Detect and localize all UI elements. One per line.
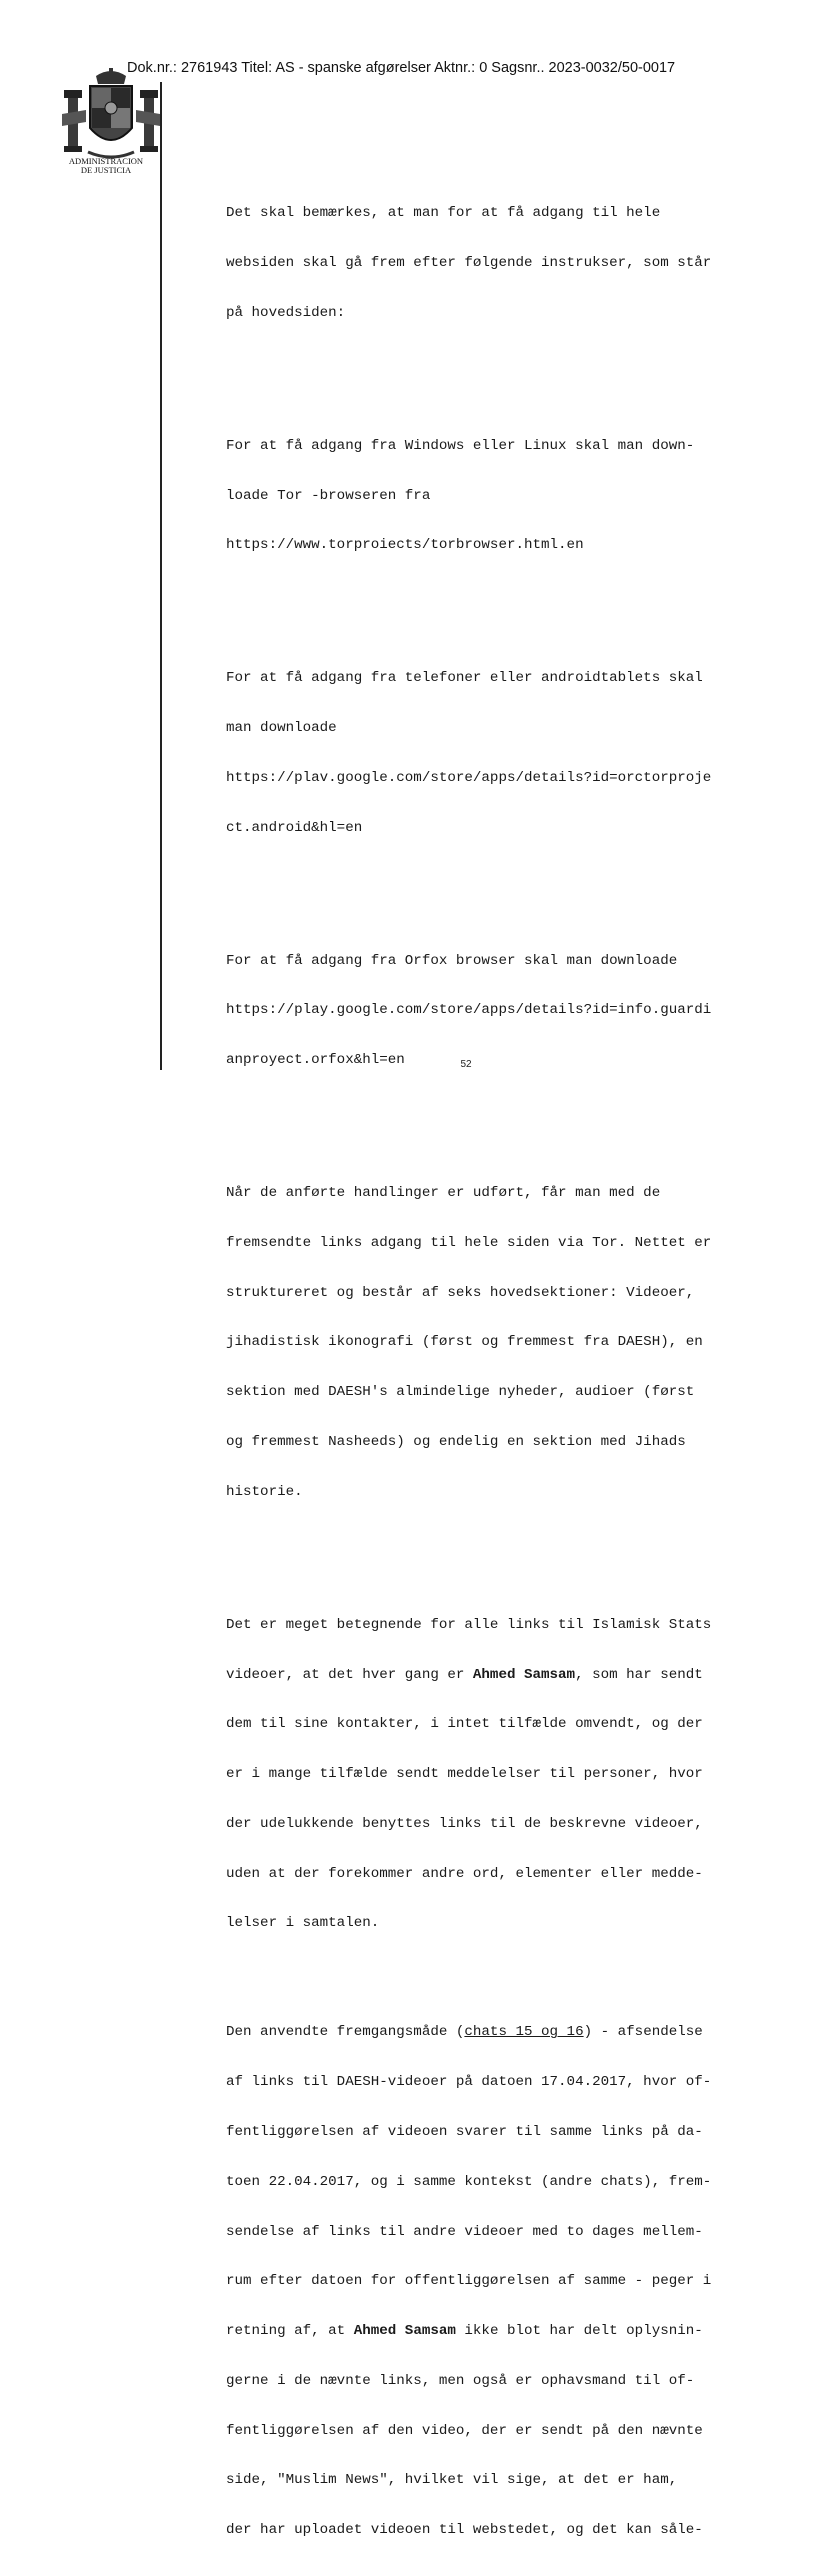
text-line: fremsendte links adgang til hele siden via Tor. Nettet er [226, 1234, 712, 1251]
text-line: jihadistisk ikonografi (først og fremmest fra DAESH), en [226, 1334, 703, 1351]
text-line: lelser i samtalen. [226, 1915, 380, 1932]
url-text: https://plav.google.com/store/apps/details?id=orctorproje [226, 769, 712, 786]
text-line: For at få adgang fra Windows eller Linux skal man down- [226, 437, 695, 454]
text-line: man downloade [226, 720, 337, 737]
text-span: retning af, at [226, 2323, 354, 2340]
text-line: sektion med DAESH's almindelige nyheder, audioer (først [226, 1384, 695, 1401]
url-text: anproyect.orfox&hl=en [226, 1052, 405, 1069]
institution-label [56, 157, 156, 175]
text-line: rum efter datoen for offentliggørelsen af samme - peger i [226, 2273, 712, 2290]
text-line: side, "Muslim News", hvilket vil sige, at det er ham, [226, 2472, 678, 2489]
text-line [226, 1667, 756, 1684]
text-line: Når de anførte handlinger er udført, får man med de [226, 1185, 661, 1202]
text-line: For at få adgang fra telefoner eller androidtablets skal [226, 670, 703, 687]
text-span: ) - afsendelse [583, 2024, 703, 2041]
text-line: toen 22.04.2017, og i samme kontekst (andre chats), frem- [226, 2173, 712, 2190]
institution-label-line: ADMINISTRACION [68, 156, 144, 166]
text-line: sendelse af links til andre videoer med to dages mellem- [226, 2223, 703, 2240]
margin-rule [160, 82, 162, 1070]
text-line: af links til DAESH-videoer på datoen 17.04.2017, hvor of- [226, 2074, 712, 2091]
text-line: Det skal bemærkes, at man for at få adgang til hele [226, 205, 661, 222]
paragraph [226, 919, 756, 1102]
bold-name: Ahmed Samsam [353, 2323, 456, 2340]
url-text: ct.android&hl=en [226, 819, 363, 836]
text-line: struktureret og består af seks hovedsektioner: Videoer, [226, 1284, 695, 1301]
text-span: Den anvendte fremgangsmåde ( [226, 2024, 465, 2041]
text-span: ikke blot har delt oplysnin- [455, 2323, 703, 2340]
text-line: fentliggørelsen af videoen svarer til samme links på da- [226, 2123, 703, 2140]
paragraph [226, 637, 756, 869]
text-line: For at få adgang fra Orfox browser skal man downloade [226, 952, 678, 969]
institution-label-line: DE JUSTICIA [80, 165, 132, 175]
text-line: gerne i de nævnte links, men også er ophavsmand til of- [226, 2372, 695, 2389]
text-line [226, 2323, 756, 2340]
text-span: , som har sendt [575, 1666, 703, 1683]
text-line: der udelukkende benyttes links til de beskrevne videoer, [226, 1815, 703, 1832]
paragraph [226, 1152, 756, 1534]
underlined-reference: chats 15 og 16 [464, 2024, 584, 2041]
text-line: Det er meget betegnende for alle links til Islamisk Stats [226, 1616, 712, 1633]
text-line: loade Tor -browseren fra [226, 487, 431, 504]
page-number: 52 [460, 1059, 472, 1070]
url-text: https://www.torproiects/torbrowser.html.en [226, 537, 584, 554]
text-line: websiden skal gå frem efter følgende instrukser, som står [226, 254, 712, 271]
text-line: der har uploadet videoen til webstedet, og det kan såle- [226, 2522, 703, 2539]
text-span: videoer, at det hver gang er [226, 1666, 473, 1683]
document-header: Dok.nr.: 2761943 Titel: AS - spanske afgørelser Aktnr.: 0 Sagsnr.. 2023-0032/50-0017 [127, 60, 676, 76]
document-body [226, 172, 756, 2572]
text-line: dem til sine kontakter, i intet tilfælde omvendt, og der [226, 1716, 703, 1733]
text-line [226, 2024, 756, 2041]
text-line: uden at der forekommer andre ord, elementer eller medde- [226, 1865, 703, 1882]
paragraph [226, 405, 756, 588]
text-line: på hovedsiden: [226, 304, 346, 321]
text-line: historie. [226, 1483, 303, 1500]
paragraph [226, 172, 756, 355]
text-line: er i mange tilfælde sendt meddelelser til personer, hvor [226, 1766, 703, 1783]
coat-of-arms-logo [58, 66, 164, 164]
text-line: fentliggørelsen af den video, der er sendt på den nævnte [226, 2422, 703, 2439]
url-text: https://play.google.com/store/apps/details?id=info.guardi [226, 1002, 712, 1019]
paragraph [226, 1991, 756, 2572]
paragraph [226, 1584, 756, 1966]
text-line: og fremmest Nasheeds) og endelig en sektion med Jihads [226, 1434, 686, 1450]
bold-name: Ahmed Samsam [472, 1666, 576, 1683]
